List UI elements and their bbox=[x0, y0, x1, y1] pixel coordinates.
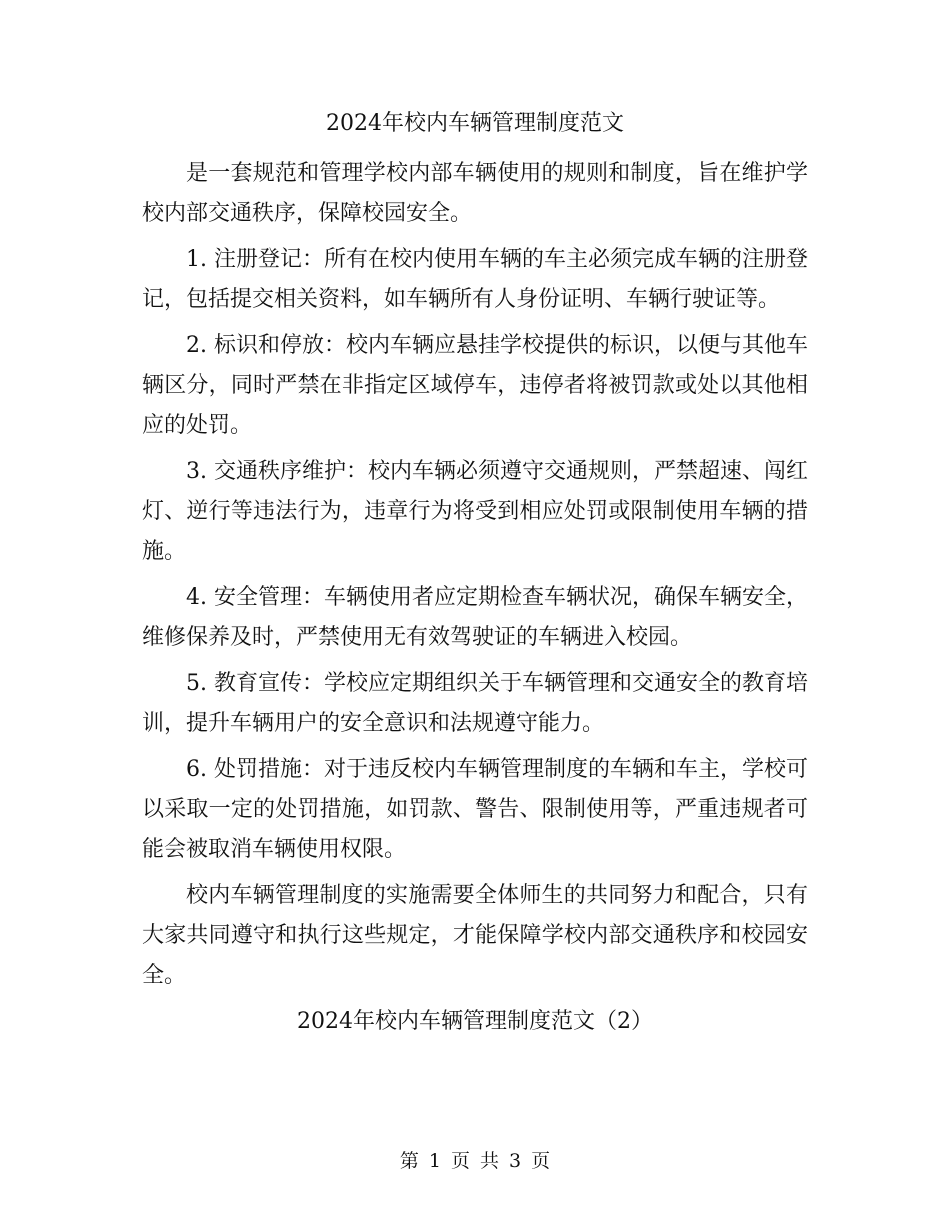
paragraph-conclusion: 校内车辆管理制度的实施需要全体师生的共同努力和配合，只有大家共同遵守和执行这些规定，才能保障学校内部交通秩序和校园安全。 bbox=[142, 883, 808, 988]
section-title-2: 2024年校内车辆管理制度范文（2） bbox=[297, 1009, 653, 1034]
page-footer: 第 1 页 共 3 页 bbox=[399, 1150, 551, 1172]
paragraph-item-5: 5. 教育宣传：学校应定期组织关于车辆管理和交通安全的教育培训，提升车辆用户的安全意识和法规遵守能力。 bbox=[142, 671, 808, 736]
document-page bbox=[142, 104, 808, 1042]
paragraph-item-1: 1. 注册登记：所有在校内使用车辆的车主必须完成车辆的注册登记，包括提交相关资料，如车辆所有人身份证明、车辆行驶证等。 bbox=[142, 247, 808, 312]
document-title: 2024年校内车辆管理制度范文 bbox=[326, 111, 624, 136]
paragraph-item-2: 2. 标识和停放：校内车辆应悬挂学校提供的标识，以便与其他车辆区分，同时严禁在非指定区域停车，违停者将被罚款或处以其他相应的处罚。 bbox=[142, 333, 808, 438]
paragraph-item-4: 4. 安全管理：车辆使用者应定期检查车辆状况，确保车辆安全，维修保养及时，严禁使用无有效驾驶证的车辆进入校园。 bbox=[142, 585, 808, 650]
paragraph-item-6: 6. 处罚措施：对于违反校内车辆管理制度的车辆和车主，学校可以采取一定的处罚措施，如罚款、警告、限制使用等，严重违规者可能会被取消车辆使用权限。 bbox=[142, 757, 808, 862]
paragraph-intro: 是一套规范和管理学校内部车辆使用的规则和制度，旨在维护学校内部交通秩序，保障校园安全。 bbox=[142, 161, 808, 226]
paragraph-item-3: 3. 交通秩序维护：校内车辆必须遵守交通规则，严禁超速、闯红灯、逆行等违法行为，违章行为将受到相应处罚或限制使用车辆的措施。 bbox=[142, 459, 808, 564]
